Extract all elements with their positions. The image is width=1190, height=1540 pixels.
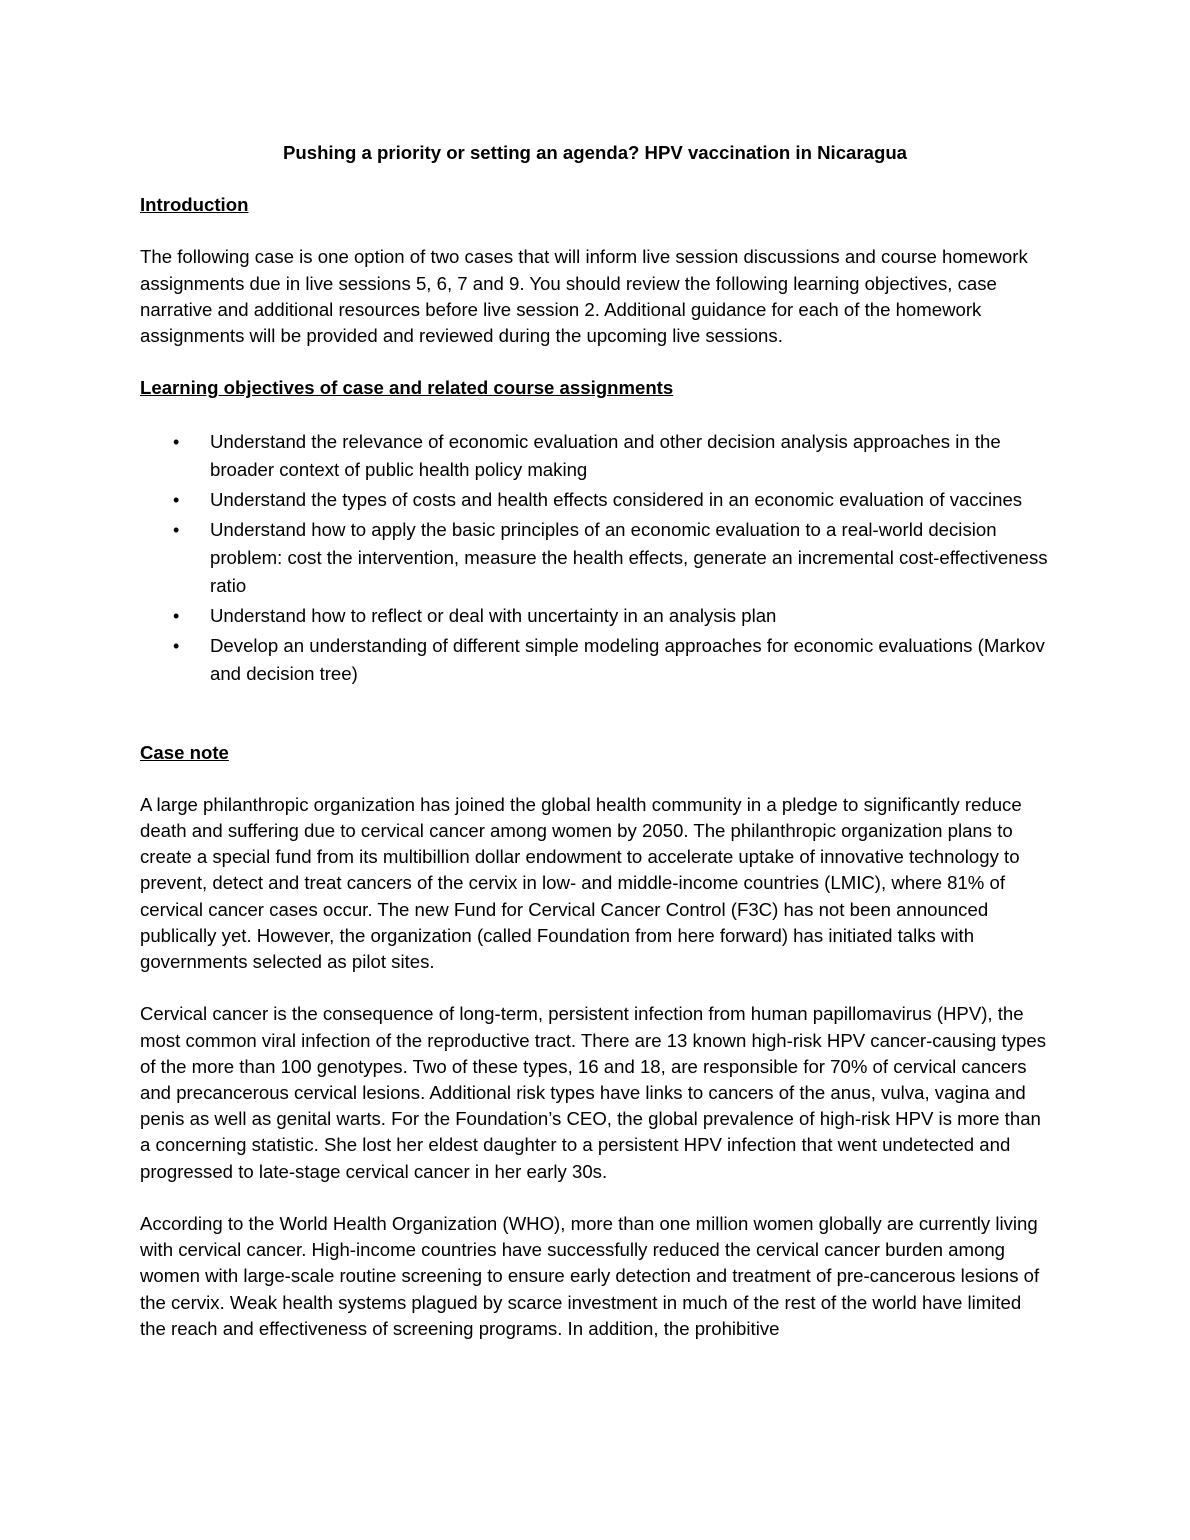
objective-text: Understand the relevance of economic evaluation and other decision analysis approaches in the broader context of public health policy making bbox=[210, 430, 1001, 480]
bullet-icon: • bbox=[173, 635, 180, 656]
objective-text: Develop an understanding of different simple modeling approaches for economic evaluations (Markov and decision tree) bbox=[210, 634, 1045, 684]
objective-text: Understand the types of costs and health effects considered in an economic evaluation of vaccines bbox=[210, 488, 1023, 510]
document-title: Pushing a priority or setting an agenda? HPV vaccination in Nicaragua bbox=[282, 142, 908, 163]
objective-text: Understand how to apply the basic principles of an economic evaluation to a real-world decision problem: cost the intervention, measure the health effects, generate an incremental cost-effectiveness ratio bbox=[210, 518, 1048, 596]
bullet-icon: • bbox=[173, 489, 180, 510]
introduction-heading: Introduction bbox=[140, 194, 249, 216]
objective-item bbox=[140, 602, 1050, 630]
objectives-list bbox=[140, 428, 1050, 688]
objective-item bbox=[140, 632, 1050, 688]
bullet-icon: • bbox=[173, 605, 180, 626]
objective-text: Understand how to reflect or deal with uncertainty in an analysis plan bbox=[210, 604, 777, 626]
case-note-heading: Case note bbox=[140, 741, 229, 763]
objectives-heading: Learning objectives of case and related course assignments bbox=[140, 377, 674, 399]
case-note-paragraph: According to the World Health Organization (WHO), more than one million women globally are currently living with cervical cancer. High-income countries have successfully reduced the cervical cancer burden among women with large-scale routine screening to ensure early detection and treatment of pre-cancerous lesions of the cervix. Weak health systems plagued by scarce investment in much of the rest of the world have limited the reach and effectiveness of screening programs. In addition, the prohibitive bbox=[140, 1213, 1040, 1339]
document-body bbox=[140, 140, 1050, 1368]
bullet-icon: • bbox=[173, 431, 180, 452]
objective-item bbox=[140, 486, 1050, 514]
objective-item bbox=[140, 428, 1050, 484]
objective-item bbox=[140, 516, 1050, 600]
introduction-paragraph: The following case is one option of two cases that will inform live session discussions and course homework assignments due in live sessions 5, 6, 7 and 9. You should review the following learning objectives, case narrative and additional resources before live session 2. Additional guidance for each of the homework assignments will be provided and reviewed during the upcoming live sessions. bbox=[140, 246, 1028, 347]
case-note-paragraph: Cervical cancer is the consequence of long-term, persistent infection from human papillomavirus (HPV), the most common viral infection of the reproductive tract. There are 13 known high-risk HPV cancer-causing types of the more than 100 genotypes. Two of these types, 16 and 18, are responsible for 70% of cervical cancers and precancerous cervical lesions. Additional risk types have links to cancers of the anus, vulva, vagina and penis as well as genital warts. For the Foundation’s CEO, the global prevalence of high-risk HPV is more than a concerning statistic. She lost her eldest daughter to a persistent HPV infection that went undetected and progressed to late-stage cervical cancer in her early 30s. bbox=[140, 1003, 1046, 1182]
bullet-icon: • bbox=[173, 519, 180, 540]
case-note-paragraph: A large philanthropic organization has joined the global health community in a pledge to significantly reduce death and suffering due to cervical cancer among women by 2050. The philanthropic organization plans to create a special fund from its multibillion dollar endowment to accelerate uptake of innovative technology to prevent, detect and treat cancers of the cervix in low- and middle-income countries (LMIC), where 81% of cervical cancer cases occur. The new Fund for Cervical Cancer Control (F3C) has not been announced publically yet. However, the organization (called Foundation from here forward) has initiated talks with governments selected as pilot sites. bbox=[140, 793, 1022, 973]
